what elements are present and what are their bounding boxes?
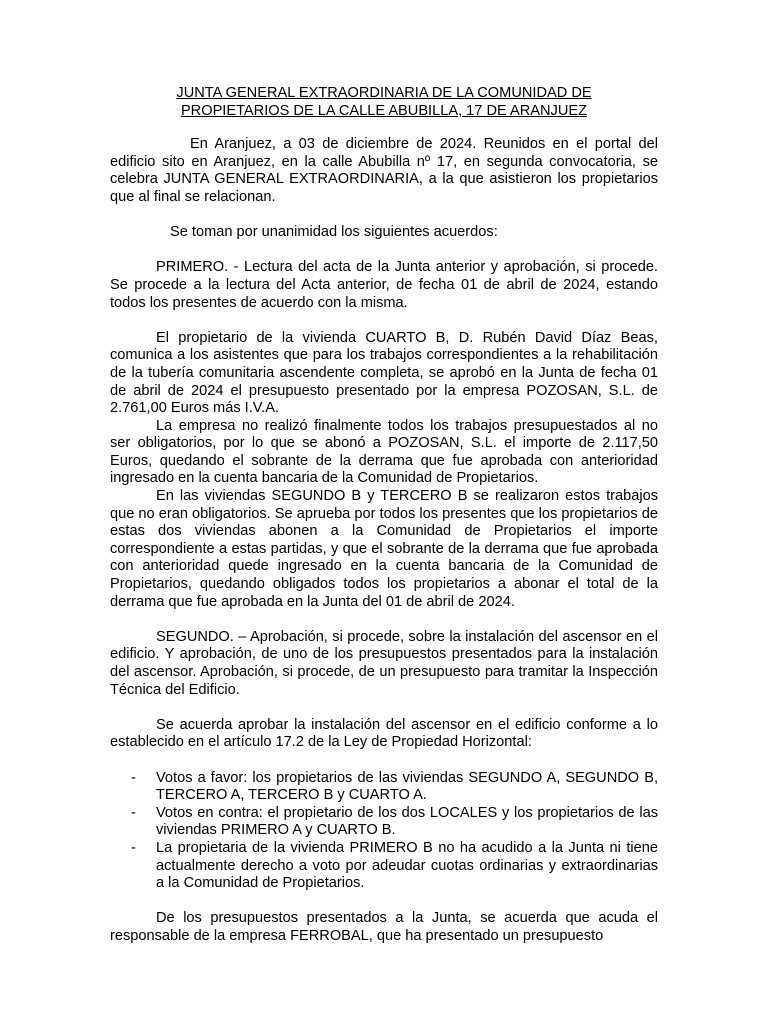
bullet-dash: - [131, 839, 136, 856]
presupuestos-paragraph: De los presupuestos presentados a la Junta, se acuerda que acuda el responsable de la empresa FERROBAL, que ha presentado un presupuesto [110, 910, 658, 944]
segundo-paragraph: SEGUNDO. – Aprobación, si procede, sobre la instalación del ascensor en el edificio. Y aprobación, de uno de los presupuestos presentados para la instalación del ascensor. Aprobación, si procede, de un presupuesto para tramitar la Inspección Técnica del Edificio. [110, 628, 658, 698]
viviendas-paragraph: En las viviendas SEGUNDO B y TERCERO B se realizaron estos trabajos que no eran obligatorios. Se aprueba por todos los presentes que los propietarios de estas dos viviendas abonen a la Comunidad de Propietarios el importe correspondiente a estas partidas, y que el sobrante de la derrama que fue aprobada con anterioridad quede ingresado en la cuenta bancaria de la Comunidad de Propietarios, quedando obligados todos los propietarios a abonar el total de la derrama que fue aprobada en la Junta del 01 de abril de 2024. [110, 488, 658, 610]
document-title: JUNTA GENERAL EXTRAORDINARIA DE LA COMUNIDAD DE [176, 85, 592, 101]
acuerda-paragraph: Se acuerda aprobar la instalación del ascensor en el edificio conforme a lo establecido en el artículo 17.2 de la Ley de Propiedad Horizontal: [110, 716, 658, 751]
primero-paragraph: PRIMERO. - Lectura del acta de la Junta anterior y aprobación, si procede. Se procede a la lectura del Acta anterior, de fecha 01 de abril de 2024, estando todos los presentes de acuerdo con la misma. [110, 259, 658, 311]
intro-paragraph: En Aranjuez, a 03 de diciembre de 2024. Reunidos en el portal del edificio sito en Aranjuez, en la calle Abubilla nº 17, en segunda convocatoria, se celebra JUNTA GENERAL EXTRAORDINARIA, a la que asistieron los propietarios que al final se relacionan. [110, 136, 658, 205]
votes-list [110, 770, 658, 893]
document-subtitle: PROPIETARIOS DE LA CALLE ABUBILLA, 17 DE ARANJUEZ [180, 102, 588, 119]
vote-text: La propietaria de la vivienda PRIMERO B no ha acudido a la Junta ni tiene actualmente derecho a voto por adeudar cuotas ordinarias y extraordinarias a la Comunidad de Propietarios. [156, 839, 658, 892]
list-item [110, 770, 658, 805]
bullet-dash: - [131, 769, 136, 786]
list-item [110, 840, 658, 893]
vote-text: Votos a favor: los propietarios de las viviendas SEGUNDO A, SEGUNDO B, TERCERO A, TERCERO B y CUARTO A. [156, 769, 658, 804]
bullet-dash: - [131, 804, 136, 821]
cuarto-b-paragraph: El propietario de la vivienda CUARTO B, D. Rubén David Díaz Beas, comunica a los asistentes que para los trabajos correspondientes a la rehabilitación de la tubería comunitaria ascendente completa, se aprobó en la Junta de fecha 01 de abril de 2024 el presupuesto presentado por la empresa POZOSAN, S.L. de 2.761,00 Euros más I.V.A. [110, 329, 658, 417]
empresa-paragraph: La empresa no realizó finalmente todos los trabajos presupuestados al no ser obligatorios, por lo que se abonó a POZOSAN, S.L. el importe de 2.117,50 Euros, quedando el sobrante de la derrama que fue aprobada con anterioridad ingresado en la cuenta bancaria de la Comunidad de Propietarios. [110, 417, 658, 487]
list-item [110, 805, 658, 840]
document-body [110, 85, 658, 946]
vote-text: Votos en contra: el propietario de los dos LOCALES y los propietarios de las viviendas PRIMERO A y CUARTO B. [156, 804, 658, 839]
agreements-intro: Se toman por unanimidad los siguientes acuerdos: [170, 224, 498, 241]
